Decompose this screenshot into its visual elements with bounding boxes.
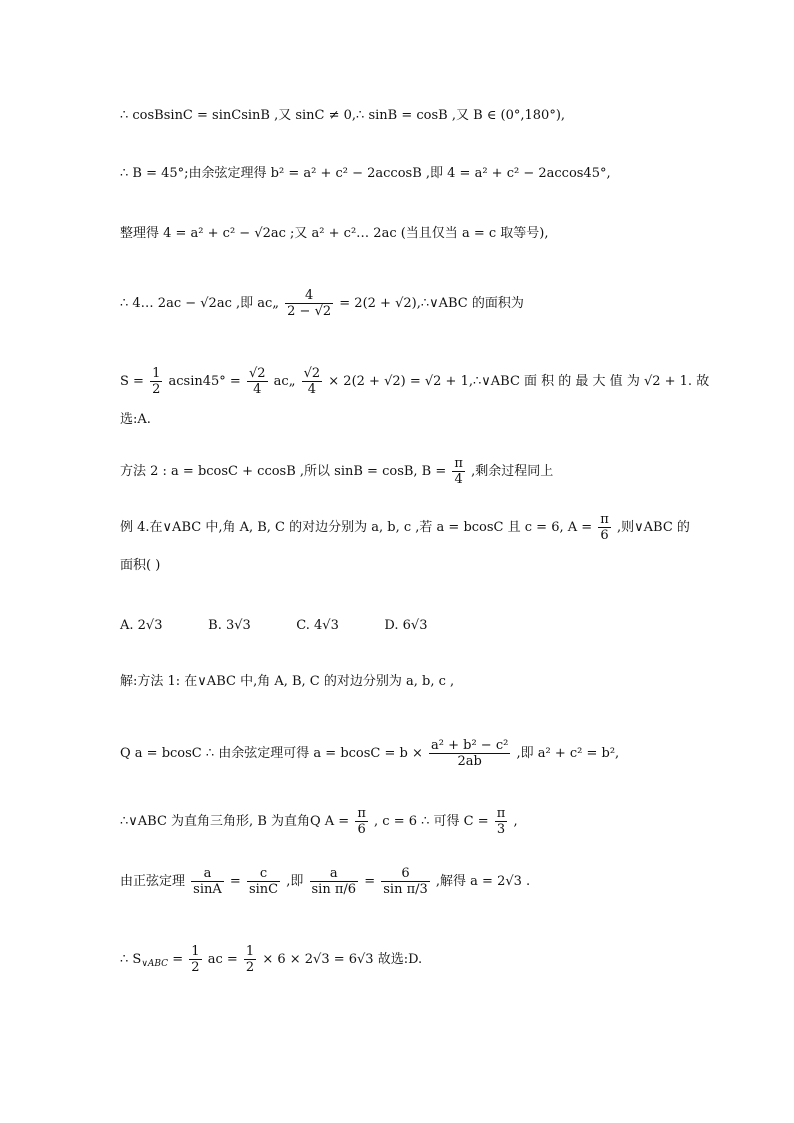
option-a: A. 2√3 (120, 618, 163, 633)
proof-line-5b: 选:A. (120, 412, 151, 427)
solution-line-4: 由正弦定理 $\frac{a}{\sin A}$ = $\frac{c}{\sin C}$ ,即 $\frac{a}{\text{sin π/6}}$ = $\frac{6}{\text{sin π/3}}$ ,解得 a = 2√3 . (120, 866, 531, 897)
example-4-question: 面积( ) (120, 558, 161, 573)
example-4-line: 例 4.在∨ABC 中,角 A, B, C 的对边分别为 a, b, c ,若 a = bcosC 且 c = 6, A = $\frac{\pi}{6}$ ,则∨ABC 的 (120, 512, 690, 543)
fraction: $\frac{\pi}{3}$ (496, 806, 506, 837)
fraction: $\frac{\pi}{4}$ (454, 456, 463, 487)
fraction: $\frac{1}{2}$ (245, 944, 255, 975)
option-b: B. 3√3 (208, 618, 251, 633)
proof-line-1: ∴ cosBsinC = sinCsinB ,又 sinC ≠ 0,∴ sinB = cosB ,又 B ∈ (0°,180°), (120, 108, 566, 123)
solution-line-1: 解:方法 1: 在∨ABC 中,角 A, B, C 的对边分别为 a, b, c , (120, 674, 455, 689)
proof-line-2: ∴ B = 45°;由余弦定理得 b² = a² + c² − 2accosB ,即 4 = a² + c² − 2accos45°, (120, 166, 611, 181)
fraction: $\frac{√2}{4}$ (248, 366, 266, 397)
solution-line-5: ∴ $S_{\vee ABC}$ = $\frac{1}{2}$ ac = $\frac{1}{2}$ × 6 × 2√3 = 6√3 故选:D. (120, 944, 423, 975)
fraction: $\frac{c}{\sin C}$ (248, 866, 279, 897)
fraction: $\frac{\pi}{6}$ (600, 512, 609, 543)
fraction: $\frac{4}{2 - √2}$ (287, 288, 332, 319)
fraction: $\frac{1}{2}$ (152, 366, 161, 397)
fraction: $\frac{a}{\text{sin π/6}}$ (311, 866, 357, 897)
proof-line-3: 整理得 4 = a² + c² − √2ac ;又 a² + c²… 2ac (当且仅当 a = c 取等号), (120, 226, 549, 241)
fraction: $\frac{\text{a² + b² − c²}}{2ab}$ (431, 738, 509, 769)
solution-line-2: Q a = bcosC ∴ 由余弦定理可得 a = bcosC = b × $\frac{\text{a² + b² − c²}}{2ab}$ ,即 a² + c² = b², (120, 738, 620, 769)
method-2-line: 方法 2 : a = bcosC + ccosB ,所以 sinB = cosB, B = $\frac{\pi}{4}$ ,剩余过程同上 (120, 456, 554, 487)
fraction: $\frac{1}{2}$ (191, 944, 200, 975)
fraction: $\frac{√2}{4}$ (303, 366, 321, 397)
fraction: $\frac{\pi}{6}$ (357, 806, 366, 837)
proof-line-5: S = $\frac{1}{2}$ acsin45° = $\frac{√2}{4}$ ac„ $\frac{√2}{4}$ × 2(2 + √2) = √2 + 1,∴∨ABC 面 积 的 最 大 值 为 √2 + 1. 故 (120, 366, 710, 397)
option-c: C. 4√3 (296, 618, 339, 633)
option-d: D. 6√3 (384, 618, 428, 633)
fraction: $\frac{a}{\sin A}$ (193, 866, 222, 897)
proof-line-4: ∴ 4… 2ac − √2ac ,即 ac„ $\frac{4}{2 - √2}$ = 2(2 + √2),∴∨ABC 的面积为 (120, 288, 524, 319)
solution-line-3: ∴∨ABC 为直角三角形, B 为直角Q A = $\frac{\pi}{6}$ , c = 6 ∴ 可得 C = $\frac{\pi}{3}$ , (120, 806, 518, 837)
answer-options (120, 616, 702, 636)
fraction: $\frac{6}{\text{sin π/3}}$ (383, 866, 428, 897)
